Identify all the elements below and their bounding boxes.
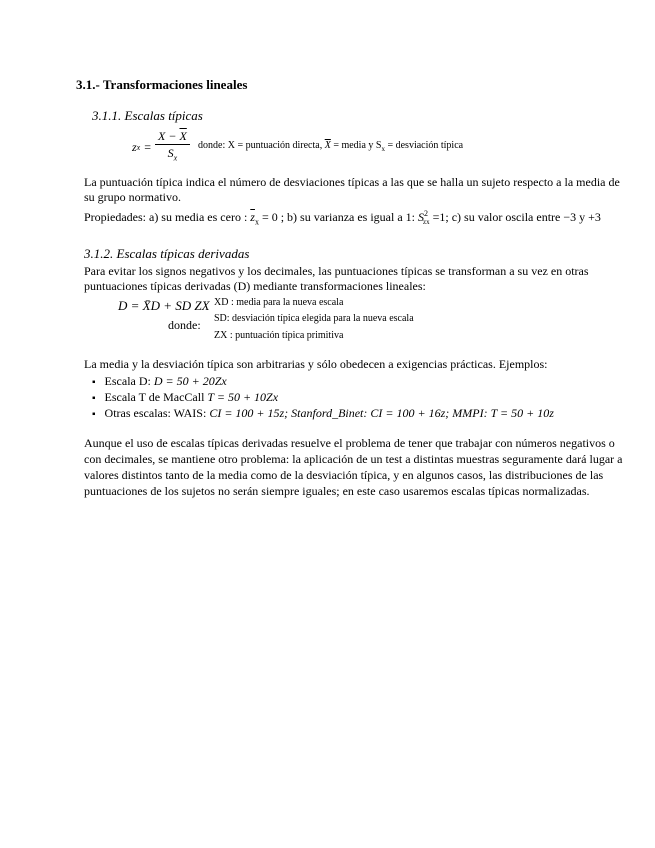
fraction: $\frac{X - \overline{X}}{S_x}$ [155,128,190,166]
paragraph-line: su grupo normativo. [84,190,181,204]
list-item: ▪ Otras escalas: WAIS: CI = 100 + 15z; Stanford_Binet: CI = 100 + 16z; MMPI: T = 50 + 10z [92,406,554,420]
section-title: 3.1.- Transformaciones lineales [76,77,248,92]
list-item: ▪ Escala D: D = 50 + 20Zx [92,374,227,388]
definition-sd: SD: desviación típica elegida para la nueva escala [214,313,414,324]
list-item: ▪ Escala T de MacCall T = 50 + 10Zx [92,390,279,404]
paragraph-line: Aunque el uso de escalas típicas derivadas resuelve el problema de tener que trabajar con números negativos o [84,436,615,450]
typical-score-formula: z x = $\frac{X - \overline{X}}{S_x}$ [132,128,190,166]
derived-score-formula: D = X̄D + SD ZX [118,298,210,313]
formula-definitions: donde: X = puntuación directa, $\overline{X}$ = media y $S_x$ = desviación típica [198,140,464,153]
paragraph-line: valores distintos tanto de la media como de la desviación típica, y en algunos casos, las distribuciones de las [84,468,604,482]
paragraph-line: puntuaciones típicas derivadas (D) mediante transformaciones lineales: [84,279,426,293]
definition-mean: XD : media para la nueva escala [214,297,344,308]
paragraph-line: La media y la desviación típica son arbitrarias y sólo obedecen a exigencias prácticas. Ejemplos: [84,357,548,371]
subsection-heading-3-1-1: 3.1.1. Escalas típicas [92,108,203,123]
paragraph-line: La puntuación típica indica el número de desviaciones típicas a las que se halla un sujeto respecto a la media de [84,175,620,189]
donde-label: donde: [168,318,201,332]
definition-z: ZX : puntuación típica primitiva [214,330,344,341]
properties-line: Propiedades: a) su media es cero : $\overline{z}_x = 0$ ; b) su varianza es igual a 1: $S^2_{zx} =1$; c) su valor oscila entre −3 y +3 [84,209,601,227]
subsection-heading-3-1-2: 3.1.2. Escalas típicas derivadas [84,246,250,261]
paragraph-line: con decimales, se mantiene otro problema: la aplicación de un test a distintas muestras seguramente dará lugar a [84,452,623,466]
paragraph-line: Para evitar los signos negativos y los decimales, las puntuaciones típicas se transforman a su vez en otras [84,264,589,278]
paragraph-line: puntuaciones de los sujetos no serán siempre iguales; en este caso usaremos escalas típicas normalizadas. [84,484,590,498]
